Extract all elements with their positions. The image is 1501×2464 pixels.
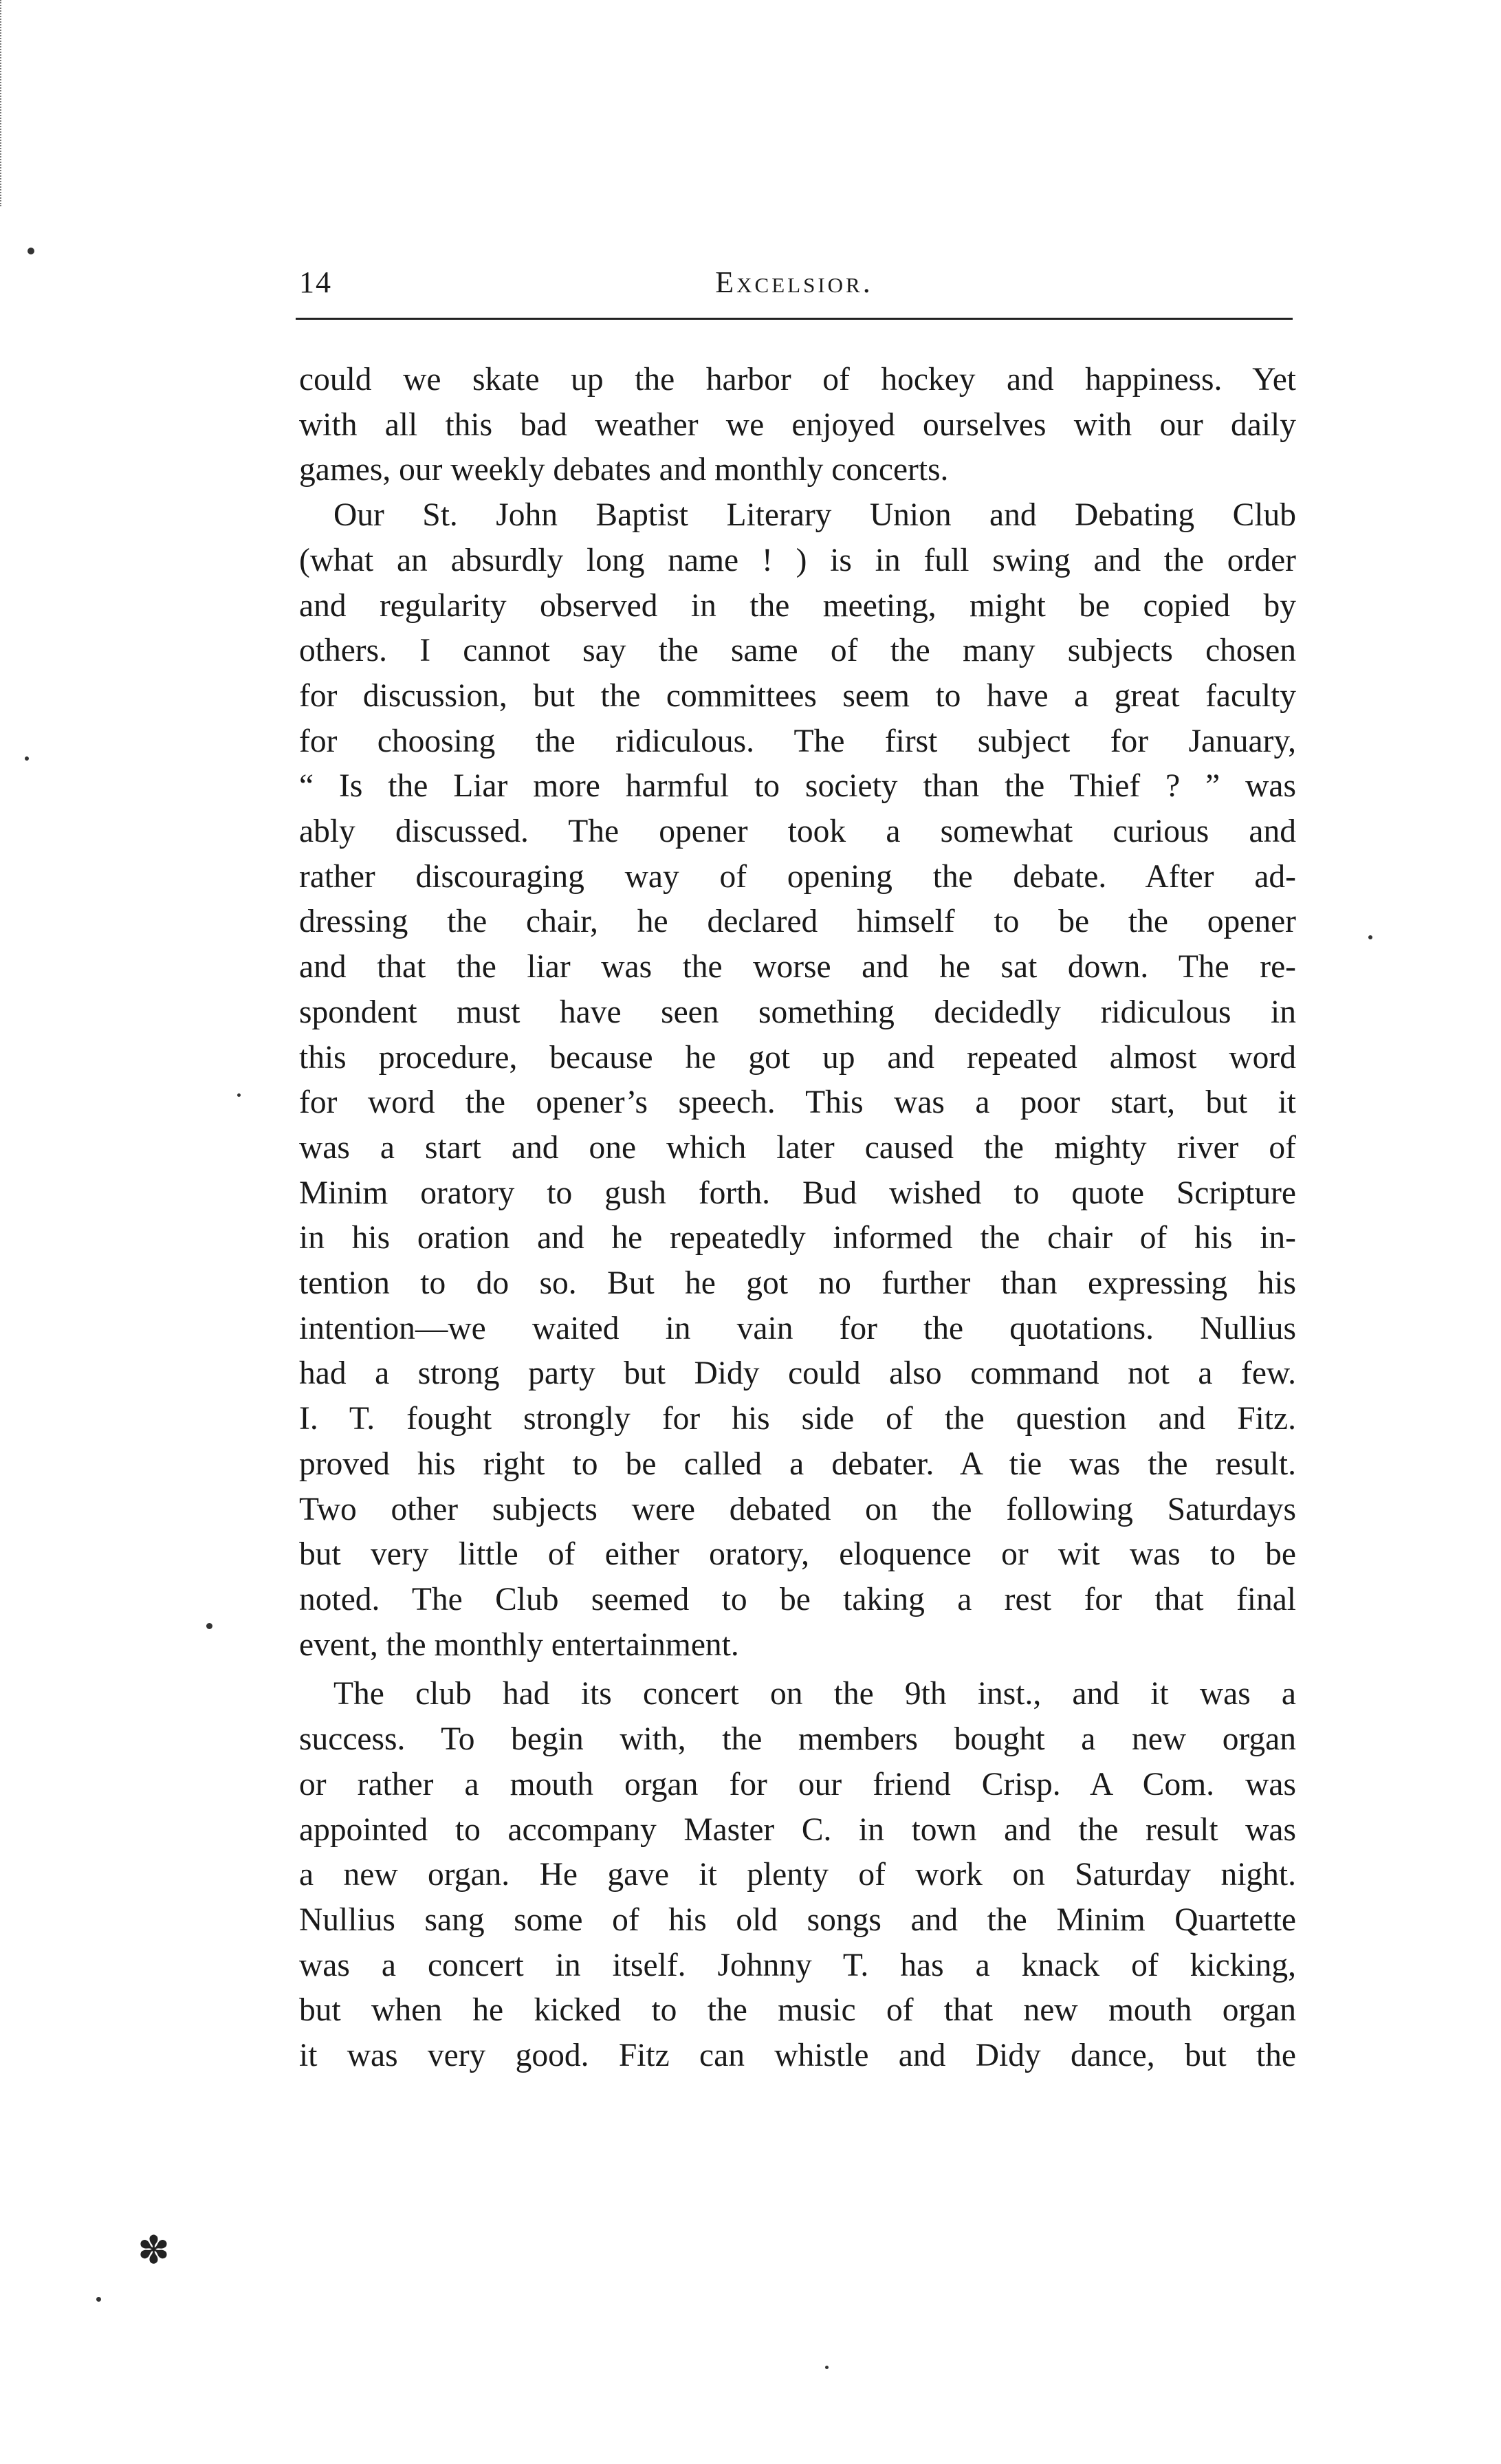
text-line: in his oration and he repeatedly informed the chair of his in- <box>299 1220 1296 1256</box>
text-line: it was very good. Fitz can whistle and Didy dance, but the <box>299 2038 1296 2074</box>
text-line: was a concert in itself. Johnny T. has a knack of kicking, <box>299 1947 1296 1983</box>
text-line: ably discussed. The opener took a somewhat curious and <box>299 814 1296 850</box>
text-line: this procedure, because he got up and repeated almost word <box>299 1039 1296 1076</box>
text-line: could we skate up the harbor of hockey and happiness. Yet <box>299 362 1296 397</box>
text-line: dressing the chair, he declared himself to be the opener <box>299 904 1296 940</box>
text-line: and that the liar was the worse and he sat down. The re- <box>299 949 1296 985</box>
scan-speck <box>825 2366 829 2369</box>
text-line: games, our weekly debates and monthly concerts. <box>299 452 949 488</box>
text-line: success. To begin with, the members bought a new organ <box>299 1721 1296 1758</box>
printer-ornament-icon: ✽ <box>138 2229 170 2272</box>
text-line: or rather a mouth organ for our friend Crisp. A Com. was <box>299 1766 1296 1802</box>
page-header <box>299 265 1289 306</box>
text-line: proved his right to be called a debater. A tie was the result. <box>299 1446 1296 1482</box>
text-line: rather discouraging way of opening the debate. After ad- <box>299 858 1296 895</box>
text-line: noted. The Club seemed to be taking a rest for that final <box>299 1581 1296 1617</box>
text-line: spondent must have seen something decidedly ridiculous in <box>299 994 1296 1030</box>
text-line: Nullius sang some of his old songs and the Minim Quartette <box>299 1901 1296 1938</box>
text-line: but when he kicked to the music of that new mouth organ <box>299 1992 1296 2029</box>
text-line: a new organ. He gave it plenty of work on Saturday night. <box>299 1857 1296 1893</box>
scan-speck <box>1368 935 1372 939</box>
text-line: tention to do so. But he got no further than expressing his <box>299 1265 1296 1302</box>
text-line: Minim oratory to gush forth. Bud wished to quote Scripture <box>299 1175 1296 1211</box>
text-line: The club had its concert on the 9th inst., and it was a <box>333 1676 1296 1712</box>
text-line: Two other subjects were debated on the following Saturdays <box>299 1491 1296 1527</box>
text-line: “ Is the Liar more harmful to society than the Thief ? ” was <box>299 768 1296 805</box>
scan-speck <box>206 1623 212 1629</box>
text-line: Our St. John Baptist Literary Union and Debating Club <box>333 497 1296 534</box>
text-line: but very little of either oratory, eloquence or wit was to be <box>299 1536 1296 1573</box>
page-number: 14 <box>299 265 332 299</box>
scan-speck <box>237 1093 241 1097</box>
running-title: Excelsior. <box>715 265 873 299</box>
text-line: (what an absurdly long name ! ) is in full swing and the order <box>299 542 1296 578</box>
text-line: others. I cannot say the same of the many subjects chosen <box>299 633 1296 669</box>
text-line: intention—we waited in vain for the quotations. Nullius <box>299 1310 1296 1347</box>
text-line: and regularity observed in the meeting, might be copied by <box>299 587 1296 624</box>
text-line: appointed to accompany Master C. in town and the result was <box>299 1811 1296 1848</box>
text-line: had a strong party but Didy could also command not a few. <box>299 1355 1296 1392</box>
text-line: I. T. fought strongly for his side of the question and Fitz. <box>299 1401 1296 1437</box>
scan-speck <box>25 756 29 761</box>
text-line: with all this bad weather we enjoyed ourselves with our daily <box>299 406 1296 443</box>
scan-edge-marks <box>0 0 10 206</box>
article-body <box>299 358 1296 2079</box>
header-rule <box>296 318 1293 320</box>
scan-speck <box>96 2297 101 2302</box>
scan-speck <box>28 248 34 254</box>
text-line: for word the opener’s speech. This was a poor start, but it <box>299 1084 1296 1121</box>
text-line: event, the monthly entertainment. <box>299 1626 739 1663</box>
text-line: for discussion, but the committees seem to have a great faculty <box>299 677 1296 714</box>
text-line: for choosing the ridiculous. The first subject for January, <box>299 723 1296 759</box>
text-line: was a start and one which later caused the mighty river of <box>299 1129 1296 1166</box>
